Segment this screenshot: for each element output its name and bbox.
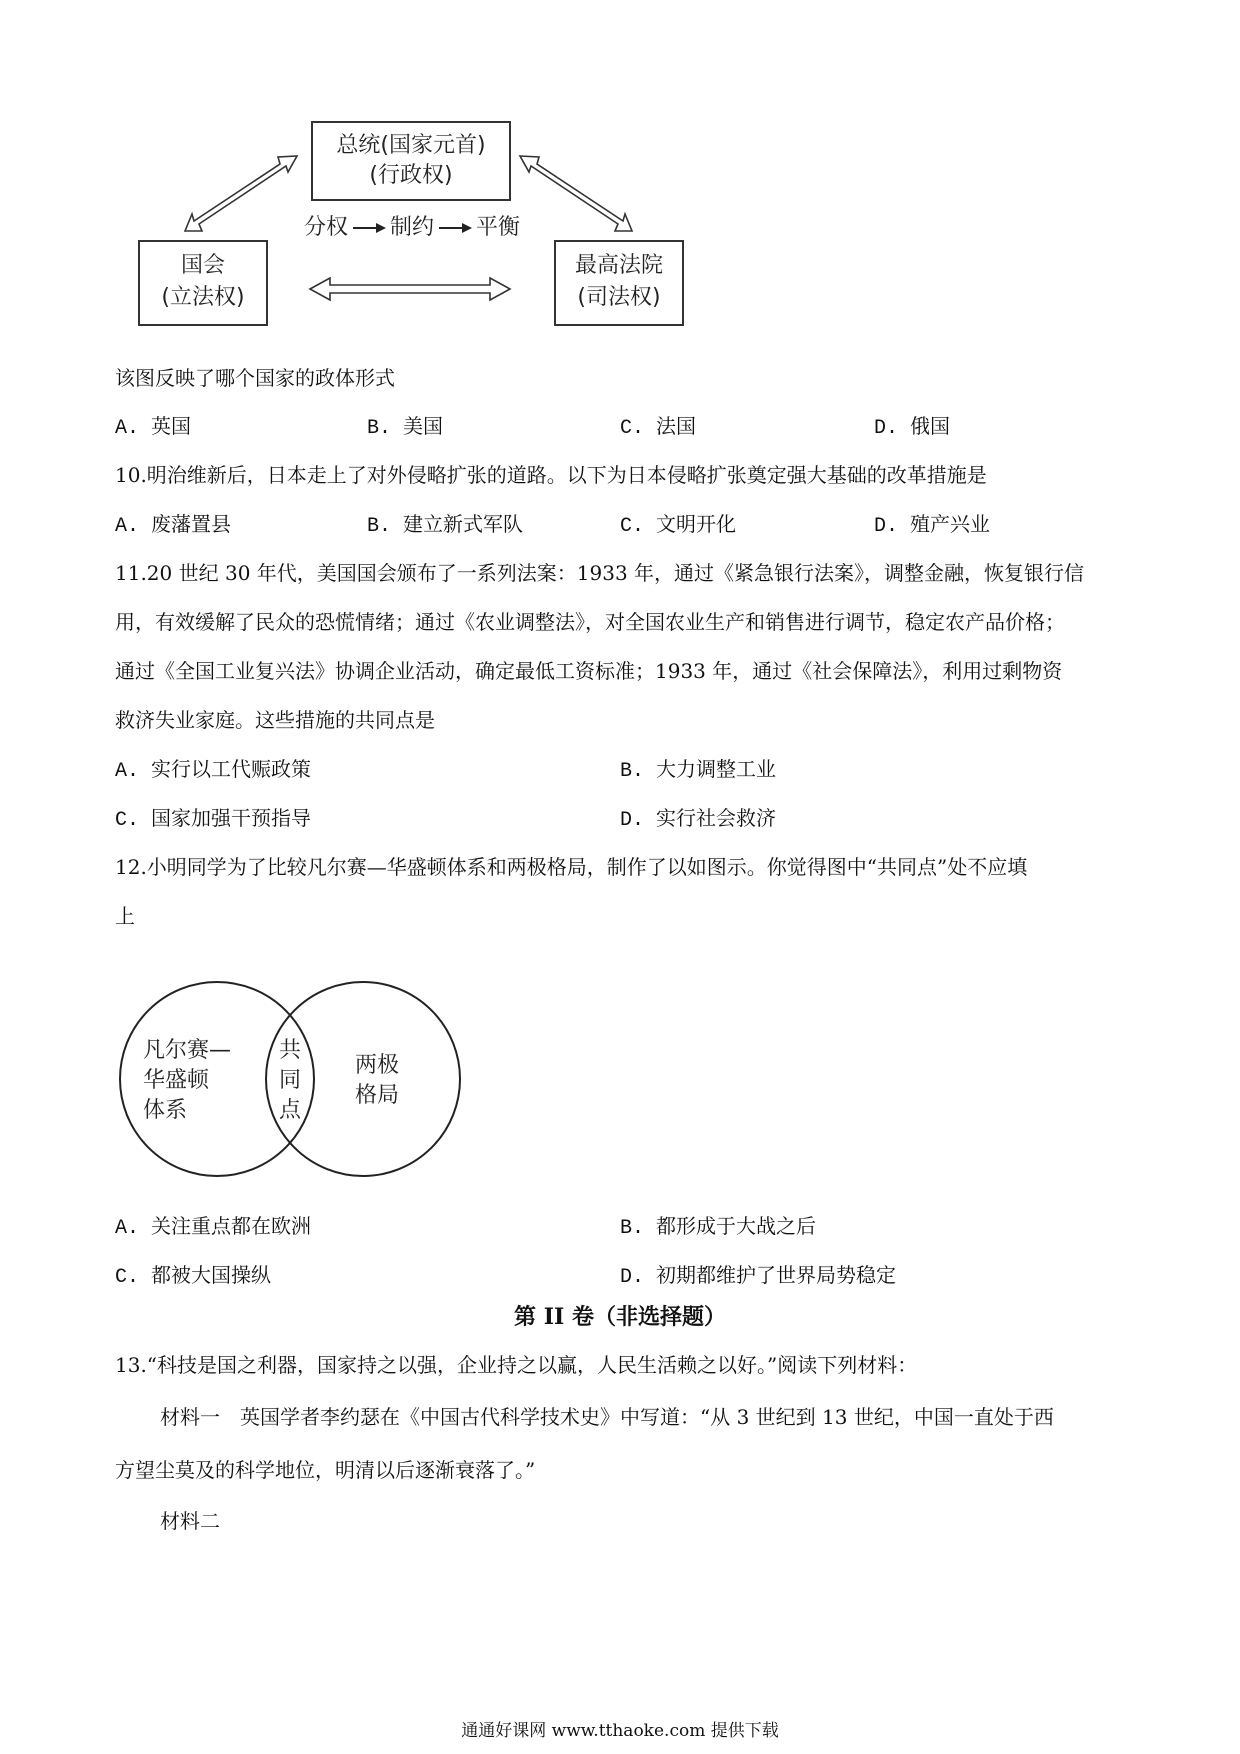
q13-material1-line1: 材料一 英国学者李约瑟在《中国古代科学技术史》中写道：“从 3 世纪到 13 世纪，中国一直处于西	[160, 1405, 1054, 1429]
q10-option-d[interactable]	[874, 512, 990, 539]
q11-option-b[interactable]	[620, 757, 776, 784]
option-text: 都被大国操纵	[151, 1263, 272, 1287]
option-key: D.	[620, 809, 645, 832]
option-text: 初期都维护了世界局势稳定	[656, 1263, 897, 1287]
q13-material2-label: 材料二	[160, 1509, 220, 1533]
option-key: A.	[115, 417, 140, 440]
option-text: 关注重点都在欧洲	[151, 1214, 312, 1238]
option-key: D.	[874, 515, 899, 538]
left-box-line1: 国会	[180, 253, 226, 278]
option-text: 殖产兴业	[910, 512, 991, 536]
right-box-line2: (司法权)	[577, 285, 661, 310]
venn-mid-line1: 共	[278, 1038, 302, 1063]
q12-option-d[interactable]	[620, 1263, 896, 1290]
q9-option-a[interactable]	[115, 414, 191, 441]
q10-option-c[interactable]	[620, 512, 736, 539]
option-key: C.	[620, 417, 645, 440]
q9-option-c[interactable]	[620, 414, 696, 441]
venn-mid-line2: 同	[278, 1068, 302, 1093]
flow-arrow-icon	[439, 223, 472, 233]
option-text: 法国	[656, 414, 697, 438]
q9-option-b[interactable]	[367, 414, 443, 441]
option-key: A.	[115, 515, 140, 538]
top-box	[312, 122, 510, 200]
option-text: 建立新式军队	[403, 512, 524, 536]
top-box-line2: (行政权)	[369, 163, 453, 188]
right-box-line1: 最高法院	[574, 253, 664, 278]
option-text: 英国	[151, 414, 192, 438]
flow-text-divide: 分权	[304, 215, 349, 240]
option-text: 文明开化	[656, 512, 737, 536]
option-key: B.	[620, 760, 645, 783]
q9-stem: 该图反映了哪个国家的政体形式	[115, 366, 395, 390]
option-text: 都形成于大战之后	[656, 1214, 817, 1238]
q12-line-1: 12.小明同学为了比较凡尔赛—华盛顿体系和两极格局，制作了以如图示。你觉得图中“共同点”处不应填	[115, 855, 1028, 879]
option-text: 废藩置县	[151, 512, 232, 536]
option-key: C.	[620, 515, 645, 538]
q11-line-1: 11.20 世纪 30 年代，美国国会颁布了一系列法案：1933 年，通过《紧急银行法案》，调整金融，恢复银行信	[115, 561, 1085, 585]
option-key: B.	[620, 1217, 645, 1240]
q11-option-d[interactable]	[620, 806, 776, 833]
option-text: 实行以工代赈政策	[151, 757, 312, 781]
q13-material1-line2: 方望尘莫及的科学地位，明清以后逐渐衰落了。”	[115, 1458, 536, 1482]
flow-text-restrain: 制约	[390, 215, 435, 240]
venn-left-line3: 体系	[143, 1098, 188, 1123]
q11-option-c[interactable]	[115, 806, 311, 833]
venn-right-line1: 两极	[355, 1053, 400, 1078]
q11-line-4: 救济失业家庭。这些措施的共同点是	[115, 708, 435, 732]
option-key: C.	[115, 809, 140, 832]
option-text: 实行社会救济	[656, 806, 777, 830]
venn-left-line2: 华盛顿	[143, 1068, 210, 1093]
q11-line-3: 通过《全国工业复兴法》协调企业活动，确定最低工资标准；1933 年，通过《社会保障法》，利用过剩物资	[115, 659, 1063, 683]
option-key: C.	[115, 1266, 140, 1289]
horizontal-double-arrow	[310, 278, 510, 300]
footer-source: 通通好课网 www.tthaoke.com 提供下载	[461, 1721, 779, 1741]
flow-arrow-icon	[353, 223, 386, 233]
right-box	[555, 241, 683, 325]
venn-left-line1: 凡尔赛—	[143, 1038, 232, 1063]
option-text: 国家加强干预指导	[151, 806, 312, 830]
flow-text-balance: 平衡	[476, 215, 521, 240]
venn-mid-line3: 点	[278, 1098, 302, 1123]
q10-option-b[interactable]	[367, 512, 523, 539]
q10-option-a[interactable]	[115, 512, 231, 539]
q11-line-2: 用，有效缓解了民众的恐慌情绪；通过《农业调整法》，对全国农业生产和销售进行调节，稳定农产品价格；	[115, 610, 1065, 634]
q13-stem: 13.“科技是国之利器，国家持之以强，企业持之以赢，人民生活赖之以好。”阅读下列材料：	[115, 1353, 918, 1377]
section-title: 第 II 卷（非选择题）	[514, 1304, 726, 1330]
q12-option-b[interactable]	[620, 1214, 816, 1241]
left-box	[139, 241, 267, 325]
option-text: 大力调整工业	[656, 757, 777, 781]
option-key: A.	[115, 1217, 140, 1240]
option-key: B.	[367, 417, 392, 440]
left-box-line2: (立法权)	[161, 285, 245, 310]
top-box-line1: 总统(国家元首)	[336, 133, 486, 158]
option-key: A.	[115, 760, 140, 783]
option-text: 美国	[403, 414, 444, 438]
q10-stem: 10.明治维新后，日本走上了对外侵略扩张的道路。以下为日本侵略扩张奠定强大基础的改革措施是	[115, 463, 987, 487]
option-key: D.	[874, 417, 899, 440]
q9-option-d[interactable]	[874, 414, 950, 441]
left-double-arrow	[185, 156, 297, 231]
option-text: 俄国	[910, 414, 951, 438]
q11-option-a[interactable]	[115, 757, 311, 784]
q12-line-2: 上	[115, 904, 135, 928]
separation-of-powers-diagram	[0, 0, 1240, 340]
q12-option-a[interactable]	[115, 1214, 311, 1241]
right-double-arrow	[520, 156, 632, 231]
venn-diagram	[115, 980, 475, 1180]
option-key: B.	[367, 515, 392, 538]
option-key: D.	[620, 1266, 645, 1289]
venn-right-line2: 格局	[355, 1083, 400, 1108]
q12-option-c[interactable]	[115, 1263, 271, 1290]
